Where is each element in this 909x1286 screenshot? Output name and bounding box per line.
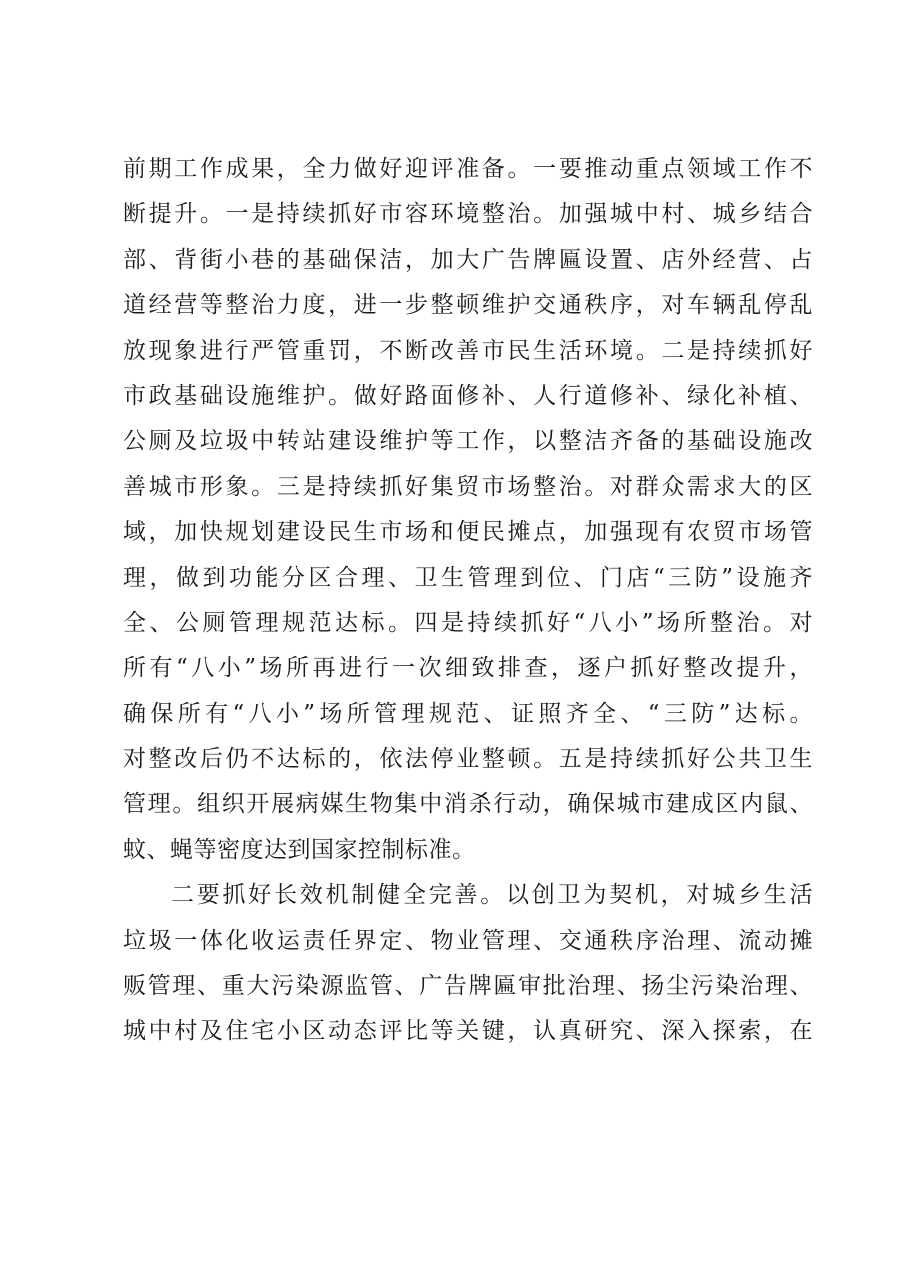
text-line: 管理。组织开展病媒生物集中消杀行动，确保城市建成区内鼠、	[123, 791, 813, 818]
text-line: 垃圾一体化收运责任界定、物业管理、交通秩序治理、流动摊	[123, 927, 813, 954]
text-line: 贩管理、重大污染源监管、广告牌匾审批治理、扬尘污染治理、	[123, 973, 813, 1000]
text-line: 理，做到功能分区合理、卫生管理到位、门店“三防”设施齐	[123, 564, 813, 591]
text-line: 断提升。一是持续抓好市容环境整治。加强城中村、城乡结合	[123, 201, 813, 228]
text-line: 域，加快规划建设民生市场和便民摊点，加强现有农贸市场管	[123, 519, 813, 546]
paragraph-first-line: 二要抓好长效机制健全完善。以创卫为契机，对城乡生活	[171, 882, 813, 909]
text-line: 对整改后仍不达标的，依法停业整顿。五是持续抓好公共卫生	[123, 746, 813, 773]
text-line: 确保所有“八小”场所管理规范、证照齐全、“三防”达标。	[123, 700, 813, 727]
text-line: 城中村及住宅小区动态评比等关键，认真研究、深入探索，在	[123, 1018, 813, 1045]
body-text	[123, 147, 813, 1055]
text-line: 道经营等整治力度，进一步整顿维护交通秩序，对车辆乱停乱	[123, 292, 813, 319]
text-line: 放现象进行严管重罚，不断改善市民生活环境。二是持续抓好	[123, 337, 813, 364]
text-line: 部、背街小巷的基础保洁，加大广告牌匾设置、店外经营、占	[123, 246, 813, 273]
text-line: 全、公厕管理规范达标。四是持续抓好“八小”场所整治。对	[123, 609, 813, 636]
text-line: 前期工作成果，全力做好迎评准备。一要推动重点领域工作不	[123, 156, 813, 182]
text-line: 所有“八小”场所再进行一次细致排查，逐户抓好整改提升，	[123, 655, 813, 682]
text-line: 市政基础设施维护。做好路面修补、人行道修补、绿化补植、	[123, 382, 813, 409]
text-line: 善城市形象。三是持续抓好集贸市场整治。对群众需求大的区	[123, 473, 813, 500]
text-line: 蚊、蝇等密度达到国家控制标准。	[123, 836, 476, 863]
text-line: 公厕及垃圾中转站建设维护等工作，以整洁齐备的基础设施改	[123, 428, 813, 455]
